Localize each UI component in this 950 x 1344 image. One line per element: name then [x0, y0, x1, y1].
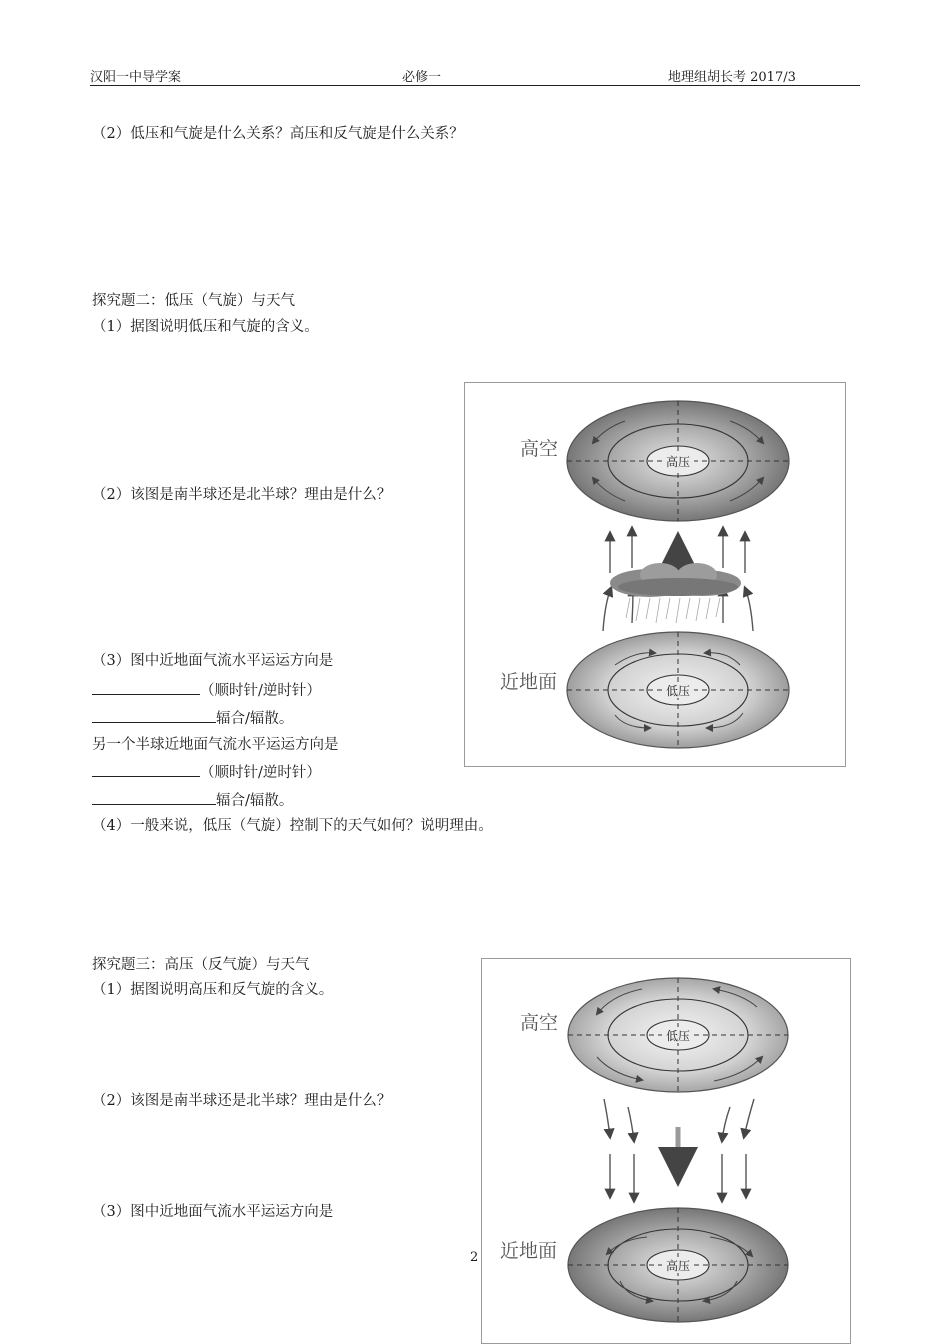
section2-q3-other-convergence-line [92, 790, 293, 810]
answer-blank[interactable] [92, 762, 200, 777]
surface-center-label: 低压 [665, 684, 691, 698]
rotation-options: （顺时针/逆时针） [200, 683, 321, 699]
upper-level-label: 高空 [520, 1012, 559, 1034]
section2-q3-other: 另一个半球近地面气流水平运运方向是 [92, 737, 339, 753]
anticyclone-figure [481, 958, 851, 1344]
convergence-options: 辐合/辐散。 [216, 793, 294, 809]
upper-center-label: 低压 [665, 1029, 691, 1043]
convergence-options: 辐合/辐散。 [216, 711, 294, 727]
rain-icon [626, 598, 720, 623]
answer-blank[interactable] [92, 680, 200, 695]
section2-q4: （4）一般来说，低压（气旋）控制下的天气如何？说明理由。 [92, 818, 493, 834]
surface-level-label: 近地面 [500, 671, 558, 693]
section3-q2: （2）该图是南半球还是北半球？理由是什么？ [92, 1093, 392, 1109]
cyclone-diagram [465, 383, 845, 766]
section2-q2: （2）该图是南半球还是北半球？理由是什么？ [92, 487, 392, 503]
header-course: 必修一 [402, 70, 442, 85]
surface-center-label: 高压 [665, 1259, 691, 1273]
upper-center-label: 高压 [665, 455, 691, 469]
cyclone-figure [464, 382, 846, 767]
page-number: 2 [470, 1250, 479, 1265]
section3-title: 探究题三：高压（反气旋）与天气 [92, 957, 310, 973]
answer-blank[interactable] [92, 708, 216, 723]
section2-q3: （3）图中近地面气流水平运运方向是 [92, 653, 334, 669]
anticyclone-diagram [482, 959, 850, 1343]
section2-q3-other-rotation-line [92, 762, 321, 782]
upper-level-label: 高空 [520, 438, 559, 460]
header-school: 汉阳一中导学案 [90, 70, 182, 85]
header-rule [90, 85, 860, 86]
section2-q3-rotation-line [92, 680, 321, 700]
section3-q1: （1）据图说明高压和反气旋的含义。 [92, 982, 334, 998]
answer-blank[interactable] [92, 790, 216, 805]
intro-question: （2）低压和气旋是什么关系？高压和反气旋是什么关系？ [92, 126, 464, 142]
surface-level-label: 近地面 [500, 1240, 558, 1262]
rotation-options: （顺时针/逆时针） [200, 765, 321, 781]
cloud-icon [610, 563, 741, 597]
header-author-date: 地理组胡长考 2017/3 [668, 70, 796, 85]
section2-title: 探究题二：低压（气旋）与天气 [92, 293, 295, 309]
section2-q3-convergence-line [92, 708, 293, 728]
section2-q1: （1）据图说明低压和气旋的含义。 [92, 319, 319, 335]
section3-q3: （3）图中近地面气流水平运运方向是 [92, 1204, 334, 1220]
